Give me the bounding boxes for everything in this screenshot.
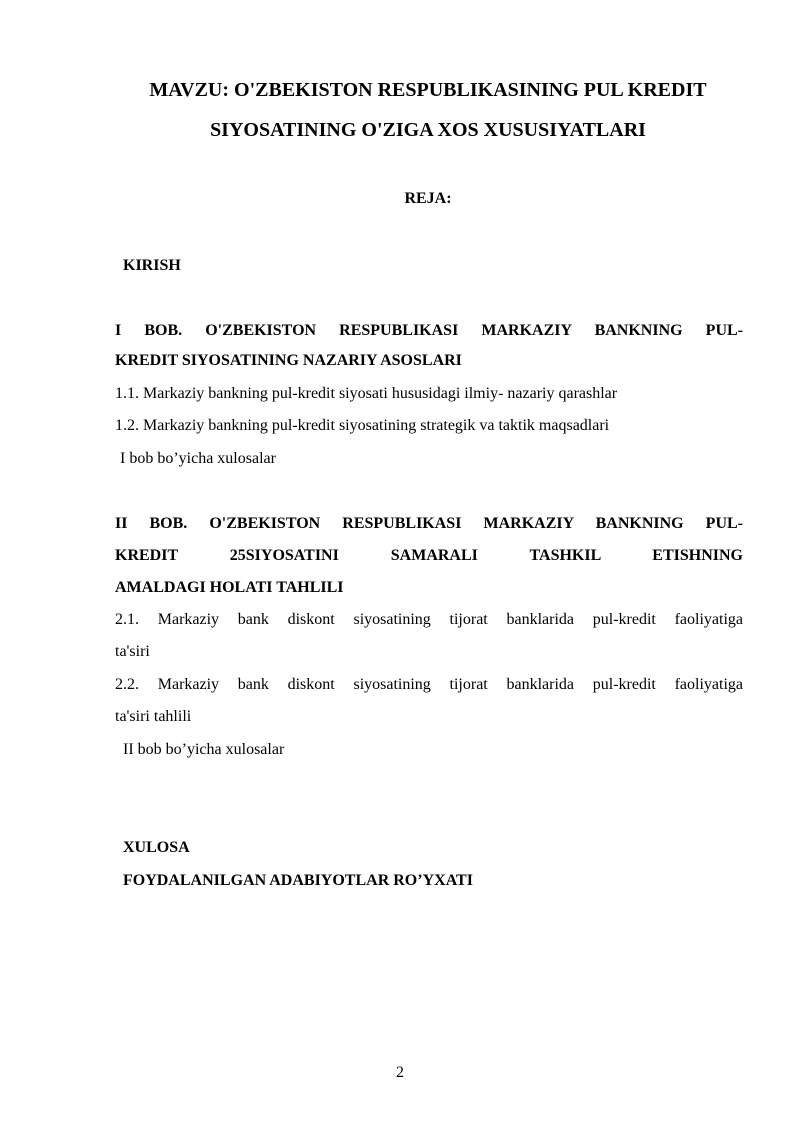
chapter1-heading-line-1: I BOB. O'ZBEKISTON RESPUBLIKASI MARKAZIY BANKNING PUL- bbox=[115, 322, 743, 339]
final-conclusion-heading: XULOSA bbox=[123, 839, 190, 856]
chapter2-heading-line-3: AMALDAGI HOLATI TAHLILI bbox=[115, 579, 344, 596]
page-number: 2 bbox=[396, 1064, 404, 1081]
chapter2-heading-line-1: II BOB. O'ZBEKISTON RESPUBLIKASI MARKAZIY BANKNING PUL- bbox=[115, 515, 743, 532]
document-title-line-2: SIYOSATINING O'ZIGA XOS XUSUSIYATLARI bbox=[210, 119, 646, 141]
section-2-2-line-2: ta'siri tahlili bbox=[115, 708, 192, 725]
plan-heading: REJA: bbox=[404, 190, 452, 207]
document-title-line-1: MAVZU: O'ZBEKISTON RESPUBLIKASINING PUL KREDIT bbox=[149, 79, 707, 101]
chapter2-conclusion: II bob bo’yicha xulosalar bbox=[123, 741, 285, 758]
section-2-2-line-1: 2.2. Markaziy bank diskont siyosatining tijorat banklarida pul-kredit faoliyatiga bbox=[115, 676, 743, 693]
section-2-1-line-1: 2.1. Markaziy bank diskont siyosatining tijorat banklarida pul-kredit faoliyatiga bbox=[115, 611, 743, 628]
section-2-1-line-2: ta'siri bbox=[115, 643, 150, 660]
chapter1-conclusion: I bob bo’yicha xulosalar bbox=[120, 450, 276, 467]
chapter1-heading-line-2: KREDIT SIYOSATINING NAZARIY ASOSLARI bbox=[115, 352, 462, 369]
intro-heading: KIRISH bbox=[123, 257, 181, 274]
section-1-2: 1.2. Markaziy bankning pul-kredit siyosatining strategik va taktik maqsadlari bbox=[115, 417, 610, 434]
chapter2-heading-line-2: KREDIT 25SIYOSATINI SAMARALI TASHKIL ETISHNING bbox=[115, 547, 743, 564]
references-heading: FOYDALANILGAN ADABIYOTLAR RO’YXATI bbox=[123, 872, 473, 889]
section-1-1: 1.1. Markaziy bankning pul-kredit siyosati hususidagi ilmiy- nazariy qarashlar bbox=[115, 385, 618, 402]
